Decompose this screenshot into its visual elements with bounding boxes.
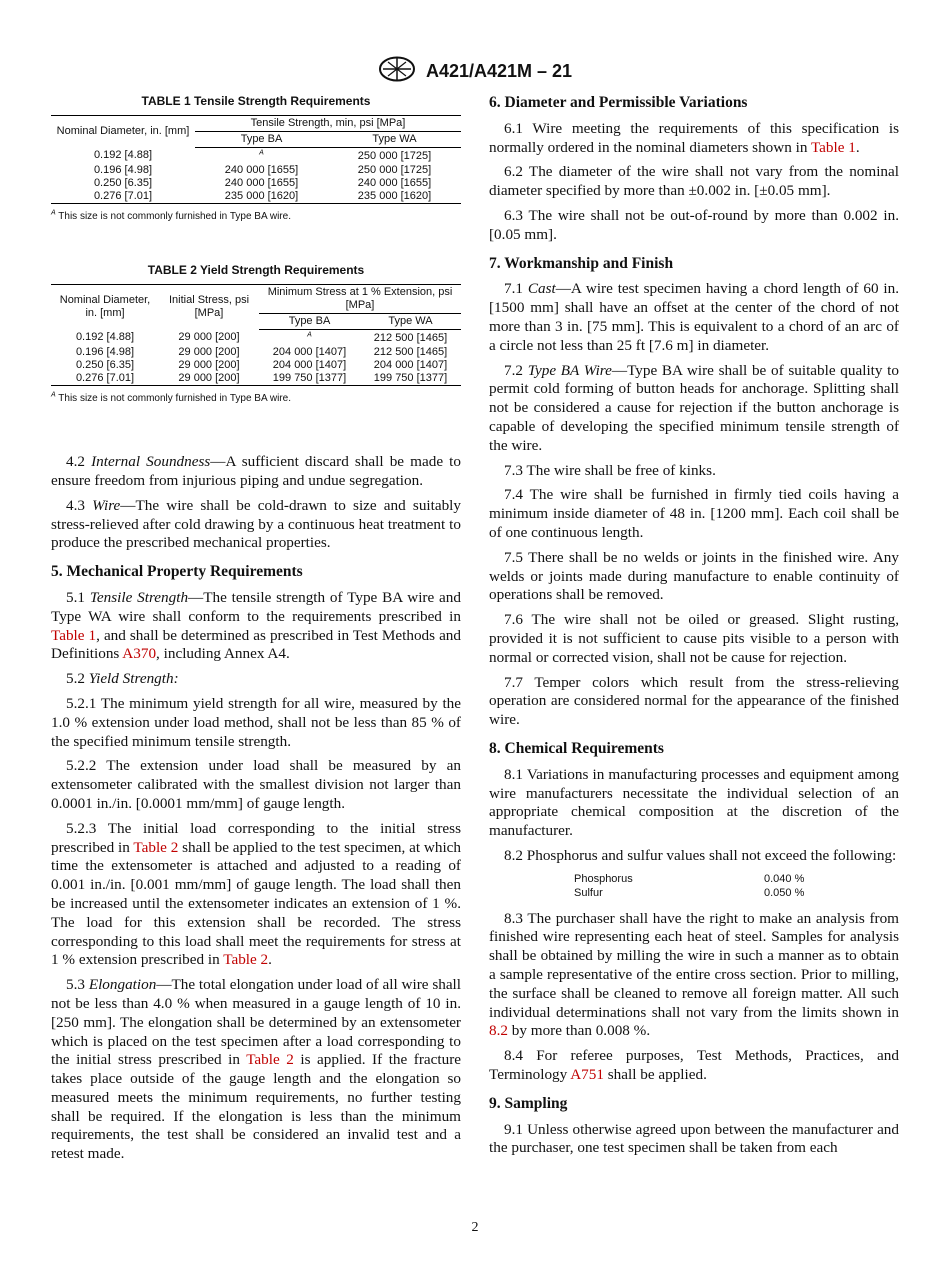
section-5-heading: 5. Mechanical Property Requirements — [51, 563, 303, 581]
link-8-2[interactable]: 8.2 — [489, 1022, 508, 1040]
table-2-col-type-wa: Type WA — [360, 313, 461, 329]
para-5-2-1: 5.2.1 The minimum yield strength for all wire, measured by the 1.0 % extension under load method, shall not be less than 85 % of the specified minimum tensile strength. — [51, 694, 461, 750]
para-4-2: 4.2 Internal Soundness—A sufficient discard shall be made to ensure freedom from injurious piping and undue segregation. — [51, 453, 461, 489]
table-2-col-initial-stress: Initial Stress, psi [MPa] — [159, 284, 259, 329]
page-number: 2 — [471, 1220, 479, 1235]
chem-element: Phosphorus — [574, 872, 633, 885]
para-5-1: 5.1 Tensile Strength—The tensile strength of Type BA wire and Type WA wire shall conform to the requirements prescribed in Table 1, and shall be determined as prescribed in Test Methods and Definitions A370, including Annex A4. — [51, 588, 461, 663]
footnote-mark: A — [307, 330, 312, 338]
table-1-col-type-wa: Type WA — [328, 131, 461, 147]
chemical-limits-table — [574, 872, 804, 900]
link-a370[interactable]: A370 — [122, 645, 157, 663]
para-7-4: 7.4 The wire shall be furnished in firmly tied coils having a minimum inside diameter of 48 in. [1200 mm]. Each coil shall be of one continuous length. — [489, 486, 899, 541]
table-row: 0.276 [7.01] — [51, 372, 159, 386]
table-row: 0.276 [7.01] — [51, 190, 195, 204]
table-row: 0.250 [6.35] — [75, 359, 135, 372]
para-7-1: 7.1 Cast—A wire test specimen having a chord length of 60 in. [1500 mm] shall have an offset at the center of the chord of not more than 3 in. [75 mm]. This is equivalent to a chord of an arc of a circle not less than 25 ft [7.6 m] in diameter. — [489, 280, 899, 354]
para-6-2: 6.2 The diameter of the wire shall not vary from the nominal diameter specified by more than ±0.002 in. [±0.05 mm]. — [489, 163, 899, 200]
para-8-4: 8.4 For referee purposes, Test Methods, Practices, and Terminology A751 shall be applied. — [489, 1047, 899, 1084]
para-8-3: 8.3 The purchaser shall have the right to make an analysis from finished wire representing each heat of steel. Samples for analysis shall be obtained by milling the wire in such a manner as to obtain a sample representative of the entire cross section. Prior to milling, the surface shall be cleaned to remove all foreign matter. All such individual determinations shall not vary from the limits shown in 8.2 by more than 0.008 %. — [489, 909, 899, 1040]
table-1-col-diameter: Nominal Diameter, in. [mm] — [51, 115, 195, 147]
link-table-2[interactable]: Table 2 — [246, 1051, 294, 1069]
section-8-heading: 8. Chemical Requirements — [489, 739, 664, 757]
page-header — [0, 56, 950, 87]
para-7-7: 7.7 Temper colors which result from the stress-relieving operation are considered normal for the appearance of the finished wire. — [489, 673, 899, 729]
chem-limit: 0.050 % — [764, 886, 805, 899]
table-2-caption: TABLE 2 Yield Strength Requirements — [147, 263, 365, 278]
table-1-footnote: $^A$ This size is not commonly furnished in Type BA wire. — [51, 209, 291, 223]
table-row: 0.250 [6.35] — [93, 177, 153, 190]
table-row: 0.196 [4.98] — [75, 346, 135, 359]
para-5-2: 5.2 Yield Strength: — [66, 670, 179, 688]
link-table-1[interactable]: Table 1 — [51, 626, 97, 644]
chem-limit: 0.040 % — [764, 872, 805, 885]
para-4-3: 4.3 Wire—The wire shall be cold-drawn to size and suitably stress-relieved after cold drawing by a continuous heat treatment to produce the prescribed mechanical properties. — [51, 496, 461, 552]
para-5-3: 5.3 Elongation—The total elongation under load of all wire shall not be less than 4.0 % when measured in a gauge length of 10 in. [250 mm]. The elongation shall be determined by an extensometer which is placed on the test specimen after a load corresponding to the initial stress prescribed in Table 2 is applied. If the fracture takes place outside of the gauge length and the elongation so measured meets the minimum requirements, no further testing shall be required. If the elongation is less than the minimum requirements, the test shall be considered an invalid test and a retest made. — [51, 976, 461, 1163]
table-2-col-type-ba: Type BA — [259, 313, 360, 329]
link-table-1[interactable]: Table 1 — [810, 138, 856, 156]
para-6-1: 6.1 Wire meeting the requirements of this specification is normally ordered in the nominal diameters shown in Table 1. — [489, 119, 899, 156]
para-7-3: 7.3 The wire shall be free of kinks. — [504, 461, 716, 479]
para-7-2: 7.2 Type BA Wire—Type BA wire shall be of suitable quality to permit cold forming of button heads for anchorage. Splitting shall not be considered a cause for rejection if the button anchorage is capable of developing the specified minimum tensile strength of the wire. — [489, 361, 899, 454]
para-8-1: 8.1 Variations in manufacturing processes and equipment among wire manufacturers necessitate the individual selection of an appropriate chemical composition at the discretion of the manufacturer. — [489, 765, 899, 840]
right-column — [489, 92, 899, 1164]
table-row: 0.192 [4.88] — [75, 331, 135, 344]
table-row: 0.192 [4.88] — [93, 149, 153, 162]
para-8-2: 8.2 Phosphorus and sulfur values shall not exceed the following: — [504, 846, 897, 864]
table-1-caption: TABLE 1 Tensile Strength Requirements — [141, 94, 371, 108]
link-a751[interactable]: A751 — [570, 1066, 604, 1084]
astm-logo-icon — [378, 56, 416, 87]
para-9-1: 9.1 Unless otherwise agreed upon between the manufacturer and the purchaser, one test specimen shall be taken from each — [489, 1120, 899, 1157]
para-7-6: 7.6 The wire shall not be oiled or greased. Slight rusting, provided it is not sufficient to cause pits visible to a person with normal or corrected vision, shall not be cause for rejection. — [489, 611, 899, 666]
footnote-mark: A — [259, 148, 264, 156]
para-6-3: 6.3 The wire shall not be out-of-round by more than 0.002 in. [0.05 mm]. — [489, 206, 899, 243]
table-2-footnote: $^A$ This size is not commonly furnished in Type BA wire. — [51, 392, 291, 405]
document-code: A421/A421M – 21 — [425, 61, 573, 81]
chem-element: Sulfur — [574, 886, 603, 899]
table-row: 0.196 [4.98] — [93, 164, 153, 177]
section-7-heading: 7. Workmanship and Finish — [489, 254, 674, 272]
para-5-2-3: 5.2.3 The initial load corresponding to the initial stress prescribed in Table 2 shall be applied to the test specimen, at which time the extensometer is attached and adjusted to a reading of 0.001 in./in. [0.001 mm/mm] of gauge length. The load shall then be increased until the extensometer indicates an extension of 1 %. The load for this extension shall be recorded. The stress corresponding to this load shall meet the requirements for stress at 1 % extension prescribed in Table 2. — [51, 819, 461, 969]
link-table-2[interactable]: Table 2 — [223, 951, 269, 969]
section-9-heading: 9. Sampling — [489, 1094, 568, 1112]
left-column — [51, 92, 461, 1170]
table-2-col-diameter: Nominal Diameter, in. [mm] — [51, 284, 159, 329]
section-6-heading: 6. Diameter and Permissible Variations — [489, 94, 748, 111]
para-7-5: 7.5 There shall be no welds or joints in the finished wire. Any welds or joints made during manufacture to enable continuity of operations shall be removed. — [489, 548, 899, 604]
table-2: TABLE 2 Yield Strength Requirements Nominal Diameter, in. [mm] Initial Stress, psi [MPa] Minimum Stress at 1 % Extension, psi [MPa] Type BA Type WA 0.192 [4.88] 29 000 [200] $^A$ 212 500 [1465] 0.196 [4.98] 29 000 [200] 204 000 [1407] 212 500 [1465] 0.250 [6.35] 29 000 [200] 204 000 [1407] 204 000 [1407] 0.276 [7.01] 29 000 [200] 199 750 [1377] 199 750 [1377] $^A$ This size is not commonly furnished in Type BA wire. — [51, 261, 461, 409]
para-5-2-2: 5.2.2 The extension under load shall be measured by an extensometer calibrated with the smallest division not larger than 0.0001 in./in. [0.0001 mm/mm] of gauge length. — [51, 757, 461, 812]
link-table-2[interactable]: Table 2 — [133, 838, 179, 856]
table-1: TABLE 1 Tensile Strength Requirements Nominal Diameter, in. [mm] Tensile Strength, min, psi [MPa] Type BA Type WA 0.192 [4.88] $^A$ 250 000 [1725] 0.196 [4.98] 240 000 [1655] 250 000 [1725] 0.250 [6.35] 240 000 [1655] 240 000 [1655] 0.276 [7.01] 235 000 [1620] 235 000 [1620] $^A$ This size is not commonly furnished in Type BA wire. — [51, 92, 461, 227]
table-2-group-header: Minimum Stress at 1 % Extension, psi [MPa] — [259, 284, 461, 313]
table-1-col-type-ba: Type BA — [195, 131, 328, 147]
table-1-group-header: Tensile Strength, min, psi [MPa] — [195, 115, 461, 131]
